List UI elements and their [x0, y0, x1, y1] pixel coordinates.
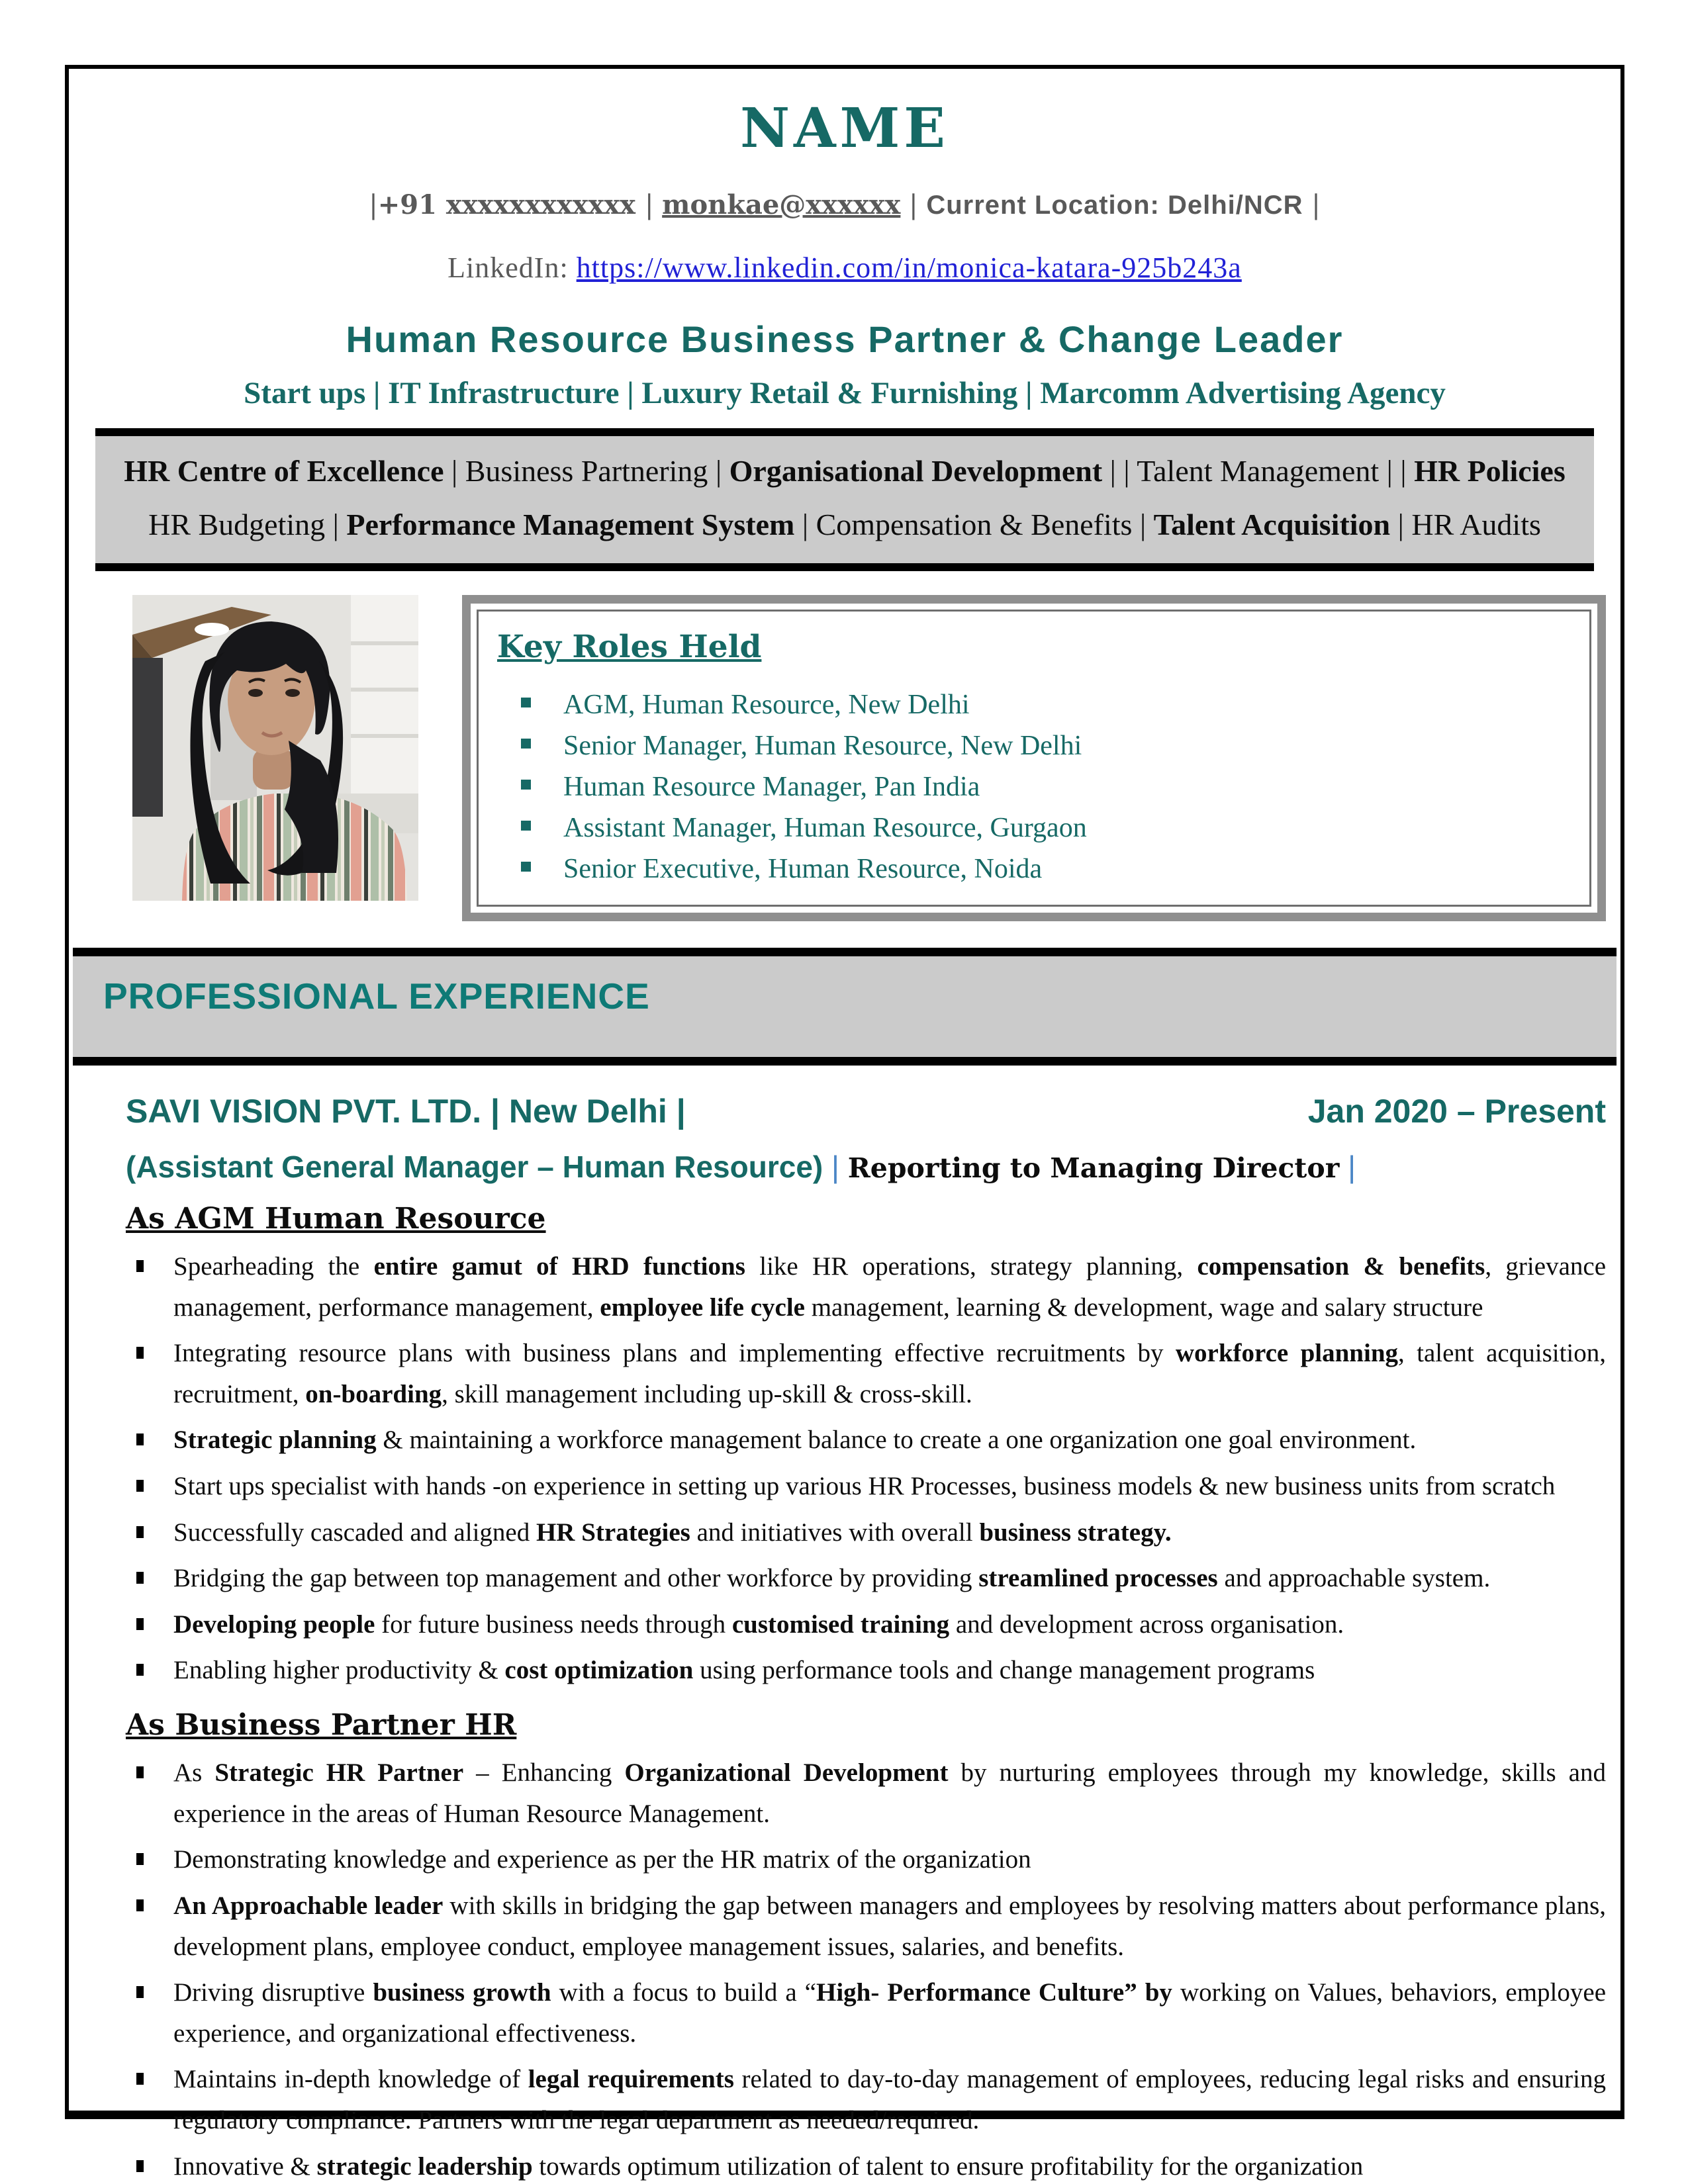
- experience-bullet-text: An Approachable leader with skills in bridging the gap between managers and employees by resolving matters about performance plans, development plans, employee conduct, employee management issues, salaries, and benefits.: [173, 1891, 1606, 1961]
- key-role-item-text: Senior Executive, Human Resource, Noida: [563, 854, 1043, 884]
- experience-bullet-text: Maintains in-depth knowledge of legal requirements related to day-to-day management of employees, reducing legal risks and ensuring regulatory compliance. Partners with the legal department as needed/required.: [173, 2065, 1606, 2134]
- square-bullet-icon: [136, 1664, 144, 1676]
- square-bullet-icon: [136, 1899, 144, 1911]
- square-bullet-icon: [136, 1526, 144, 1538]
- key-role-item: [521, 730, 1570, 762]
- square-bullet-icon: [136, 1986, 144, 1998]
- experience-bullet: [126, 2059, 1606, 2140]
- experience-bullet: [126, 1650, 1606, 1691]
- experience-bullet: [126, 1839, 1606, 1880]
- agm-bullet-list: [126, 1246, 1606, 1691]
- experience-bullet: [126, 1604, 1606, 1645]
- square-bullet-icon: [136, 1853, 144, 1865]
- skills-line-2: HR Budgeting | Performance Management System | Compensation & Benefits | Talent Acquisition | HR Audits: [148, 508, 1541, 541]
- pe-banner-top-rule: [73, 948, 1617, 956]
- profile-photo: [132, 595, 418, 901]
- experience-bullet: [126, 1886, 1606, 1967]
- experience-bullet-text: Driving disruptive business growth with a focus to build a “High- Performance Culture” by working on Values, behaviors, employee experience, and organizational effectiveness.: [173, 1978, 1607, 2048]
- bp-bullet-list: [126, 1752, 1606, 2184]
- square-bullet-icon: [521, 780, 531, 790]
- key-role-item-text: AGM, Human Resource, New Delhi: [563, 690, 970, 720]
- square-bullet-icon: [136, 1572, 144, 1584]
- banner-bottom-rule: [95, 563, 1594, 571]
- linkedin-label: LinkedIn:: [447, 251, 577, 284]
- square-bullet-icon: [521, 862, 531, 872]
- pe-banner-bottom-rule: [73, 1057, 1617, 1066]
- key-role-item-text: Assistant Manager, Human Resource, Gurgaon: [563, 813, 1087, 843]
- bp-subheading: As Business Partner HR: [126, 1708, 517, 1743]
- square-bullet-icon: [521, 739, 531, 749]
- experience-bullet: [126, 1752, 1606, 1834]
- experience-bullet-text: Strategic planning & maintaining a workforce management balance to create a one organization one goal environment.: [173, 1426, 1417, 1455]
- key-role-item: [521, 771, 1570, 803]
- company-name: SAVI VISION PVT. LTD. | New Delhi |: [126, 1093, 686, 1130]
- experience-bullet-text: Bridging the gap between top management and other workforce by providing streamlined processes and approachable system.: [173, 1564, 1491, 1593]
- agm-subheading: As AGM Human Resource: [126, 1202, 546, 1236]
- experience-bullet-text: Enabling higher productivity & cost optimization using performance tools and change management programs: [173, 1656, 1315, 1685]
- section-title-professional-experience: PROFESSIONAL EXPERIENCE: [103, 976, 650, 1017]
- experience-bullet-text: Spearheading the entire gamut of HRD functions like HR operations, strategy planning, compensation & benefits, grievance management, performance management, employee life cycle management, learning & development, wage and salary structure: [173, 1252, 1606, 1322]
- key-role-item: [521, 853, 1570, 885]
- square-bullet-icon: [136, 1347, 144, 1359]
- experience-bullet: [126, 2146, 1606, 2184]
- page-border-frame: [65, 65, 1624, 2181]
- skills-banner: [95, 428, 1594, 571]
- experience-bullet-text: Successfully cascaded and aligned HR Strategies and initiatives with overall business strategy.: [173, 1518, 1172, 1547]
- key-roles-list: [497, 689, 1570, 885]
- linkedin-line: [69, 251, 1620, 285]
- square-bullet-icon: [136, 1433, 144, 1445]
- banner-top-rule: [95, 428, 1594, 436]
- skills-line-1: HR Centre of Excellence | Business Partnering | Organisational Development | | Talent Management | | HR Policies: [124, 454, 1566, 488]
- professional-experience-banner: [73, 948, 1617, 1066]
- role-line: (Assistant General Manager – Human Resource) | Reporting to Managing Director |: [126, 1150, 1356, 1184]
- experience-bullet-text: Demonstrating knowledge and experience as per the HR matrix of the organization: [173, 1845, 1031, 1874]
- experience-bullet: [126, 1512, 1606, 1553]
- photo-and-roles-row: [132, 595, 1606, 921]
- experience-bullet: [126, 1333, 1606, 1414]
- square-bullet-icon: [136, 1618, 144, 1630]
- experience-bullet: [126, 1420, 1606, 1461]
- square-bullet-icon: [136, 1260, 144, 1272]
- square-bullet-icon: [521, 821, 531, 831]
- experience-bullet: [126, 1246, 1606, 1328]
- experience-bullet-text: Innovative & strategic leadership towards optimum utilization of talent to ensure profitability for the organization: [173, 2152, 1364, 2181]
- employment-dates: Jan 2020 – Present: [1307, 1093, 1606, 1130]
- experience-bullet-text: Start ups specialist with hands -on experience in setting up various HR Processes, business models & new business units from scratch: [173, 1472, 1556, 1501]
- company-row: [126, 1092, 1606, 1130]
- key-roles-box: [462, 595, 1606, 921]
- square-bullet-icon: [136, 1480, 144, 1492]
- key-roles-title: Key Roles Held: [497, 629, 762, 665]
- square-bullet-icon: [521, 698, 531, 707]
- experience-bullet-text: Developing people for future business needs through customised training and development across organisation.: [173, 1610, 1344, 1639]
- key-role-item-text: Senior Manager, Human Resource, New Delhi: [563, 731, 1082, 761]
- square-bullet-icon: [136, 2160, 144, 2172]
- linkedin-link[interactable]: https://www.linkedin.com/in/monica-katara-925b243a: [576, 251, 1242, 284]
- industries-line: Start ups | IT Infrastructure | Luxury Retail & Furnishing | Marcomm Advertising Agency: [244, 376, 1446, 410]
- experience-bullet: [126, 1972, 1606, 2054]
- experience-bullet: [126, 1466, 1606, 1507]
- square-bullet-icon: [136, 1766, 144, 1778]
- skills-banner-body: [95, 436, 1594, 563]
- experience-bullet: [126, 1558, 1606, 1599]
- headline-title: Human Resource Business Partner & Change Leader: [346, 318, 1344, 360]
- key-role-item: [521, 689, 1570, 721]
- contact-line: |+91 xxxxxxxxxxxx | monkae@xxxxxx | Current Location: Delhi/NCR |: [369, 189, 1321, 220]
- candidate-name: NAME: [740, 97, 949, 160]
- experience-bullet-text: As Strategic HR Partner – Enhancing Organizational Development by nurturing employees through my knowledge, skills and experience in the areas of Human Resource Management.: [173, 1758, 1606, 1828]
- square-bullet-icon: [136, 2073, 144, 2085]
- key-role-item: [521, 812, 1570, 844]
- experience-bullet-text: Integrating resource plans with business plans and implementing effective recruitments by workforce planning, talent acquisition, recruitment, on-boarding, skill management including up-skill & cross-skill.: [173, 1339, 1606, 1408]
- experience-body: [126, 1092, 1606, 2184]
- pe-banner-body: [73, 956, 1617, 1057]
- key-roles-box-inner: [477, 610, 1591, 907]
- key-role-item-text: Human Resource Manager, Pan India: [563, 772, 980, 802]
